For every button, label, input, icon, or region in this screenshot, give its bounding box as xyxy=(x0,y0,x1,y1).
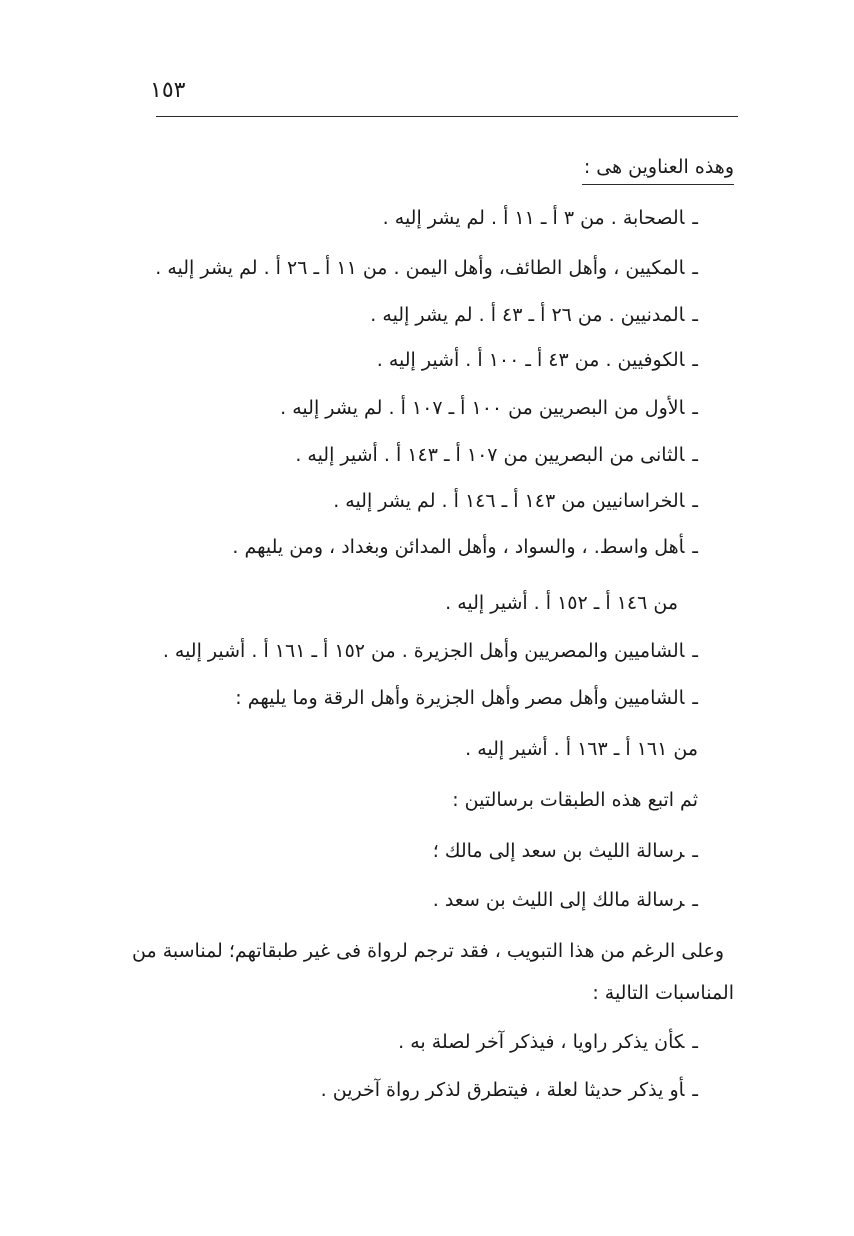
paragraph-line: المناسبات التالية : xyxy=(592,982,734,1004)
list-item xyxy=(280,393,698,423)
reason-item xyxy=(398,1027,698,1057)
list-item-text: الخراسانيين من ١٤٣ أ ـ ١٤٦ أ . لم يشر إليه . xyxy=(333,490,685,512)
letters-intro: ثم اتبع هذه الطبقات برسالتين : xyxy=(452,789,698,811)
list-item-text: الشاميين والمصريين وأهل الجزيرة . من ١٥٢ أ ـ ١٦١ أ . أشير إليه . xyxy=(162,640,685,662)
reason-item xyxy=(321,1075,698,1105)
list-dash: ـ xyxy=(692,1079,698,1101)
list-dash: ـ xyxy=(692,640,698,662)
list-item-continuation: من ١٤٦ أ ـ ١٥٢ أ . أشير إليه . xyxy=(445,592,678,614)
intro-underline xyxy=(582,184,734,185)
list-item-text: المدنيين . من ٢٦ أ ـ ٤٣ أ . لم يشر إليه . xyxy=(370,304,685,326)
list-dash: ـ xyxy=(692,1031,698,1053)
reason-item-text: كأن يذكر راويا ، فيذكر آخر لصلة به . xyxy=(398,1031,685,1053)
list-item-text: الأول من البصريين من ١٠٠ أ ـ ١٠٧ أ . لم يشر إليه . xyxy=(280,397,685,419)
letter-item-text: رسالة مالك إلى الليث بن سعد . xyxy=(432,889,685,911)
page-number: ١٥٣ xyxy=(150,78,186,103)
list-item xyxy=(333,486,698,516)
list-item-text: الثانى من البصريين من ١٠٧ أ ـ ١٤٣ أ . أشير إليه . xyxy=(295,444,685,466)
letter-item-text: رسالة الليث بن سعد إلى مالك ؛ xyxy=(432,840,685,862)
list-item-continuation: من ١٦١ أ ـ ١٦٣ أ . أشير إليه . xyxy=(465,738,698,760)
reason-item-text: أو يذكر حديثا لعلة ، فيتطرق لذكر رواة آخرين . xyxy=(320,1079,685,1101)
list-dash: ـ xyxy=(692,840,698,862)
list-dash: ـ xyxy=(692,257,698,279)
list-item xyxy=(163,636,698,666)
list-item xyxy=(383,203,698,233)
list-item xyxy=(370,300,698,330)
letter-item xyxy=(433,885,698,915)
list-item xyxy=(232,532,698,562)
list-item xyxy=(155,253,698,283)
list-item-text: المكيين ، وأهل الطائف، وأهل اليمن . من ١١ أ ـ ٢٦ أ . لم يشر إليه . xyxy=(155,257,685,279)
list-dash: ـ xyxy=(692,490,698,512)
list-dash: ـ xyxy=(692,349,698,371)
header-rule xyxy=(156,116,738,117)
list-dash: ـ xyxy=(692,889,698,911)
list-item-text: الشاميين وأهل مصر وأهل الجزيرة وأهل الرقة وما يليهم : xyxy=(235,687,685,709)
list-dash: ـ xyxy=(692,304,698,326)
list-item-text: الكوفيين . من ٤٣ أ ـ ١٠٠ أ . أشير إليه . xyxy=(376,349,685,371)
paragraph-line: وعلى الرغم من هذا التبويب ، فقد ترجم لرواة فى غير طبقاتهم؛ لمناسبة من xyxy=(132,940,724,962)
list-dash: ـ xyxy=(692,207,698,229)
list-item xyxy=(235,683,698,713)
list-dash: ـ xyxy=(692,687,698,709)
list-dash: ـ xyxy=(692,397,698,419)
list-item-text: الصحابة . من ٣ أ ـ ١١ أ . لم يشر إليه . xyxy=(382,207,685,229)
list-dash: ـ xyxy=(692,536,698,558)
list-item-text: أهل واسط. ، والسواد ، وأهل المدائن وبغداد ، ومن يليهم . xyxy=(232,536,685,558)
letter-item xyxy=(433,836,698,866)
list-item xyxy=(377,345,698,375)
list-dash: ـ xyxy=(692,444,698,466)
section-intro: وهذه العناوين هى : xyxy=(583,156,734,178)
list-item xyxy=(295,440,698,470)
